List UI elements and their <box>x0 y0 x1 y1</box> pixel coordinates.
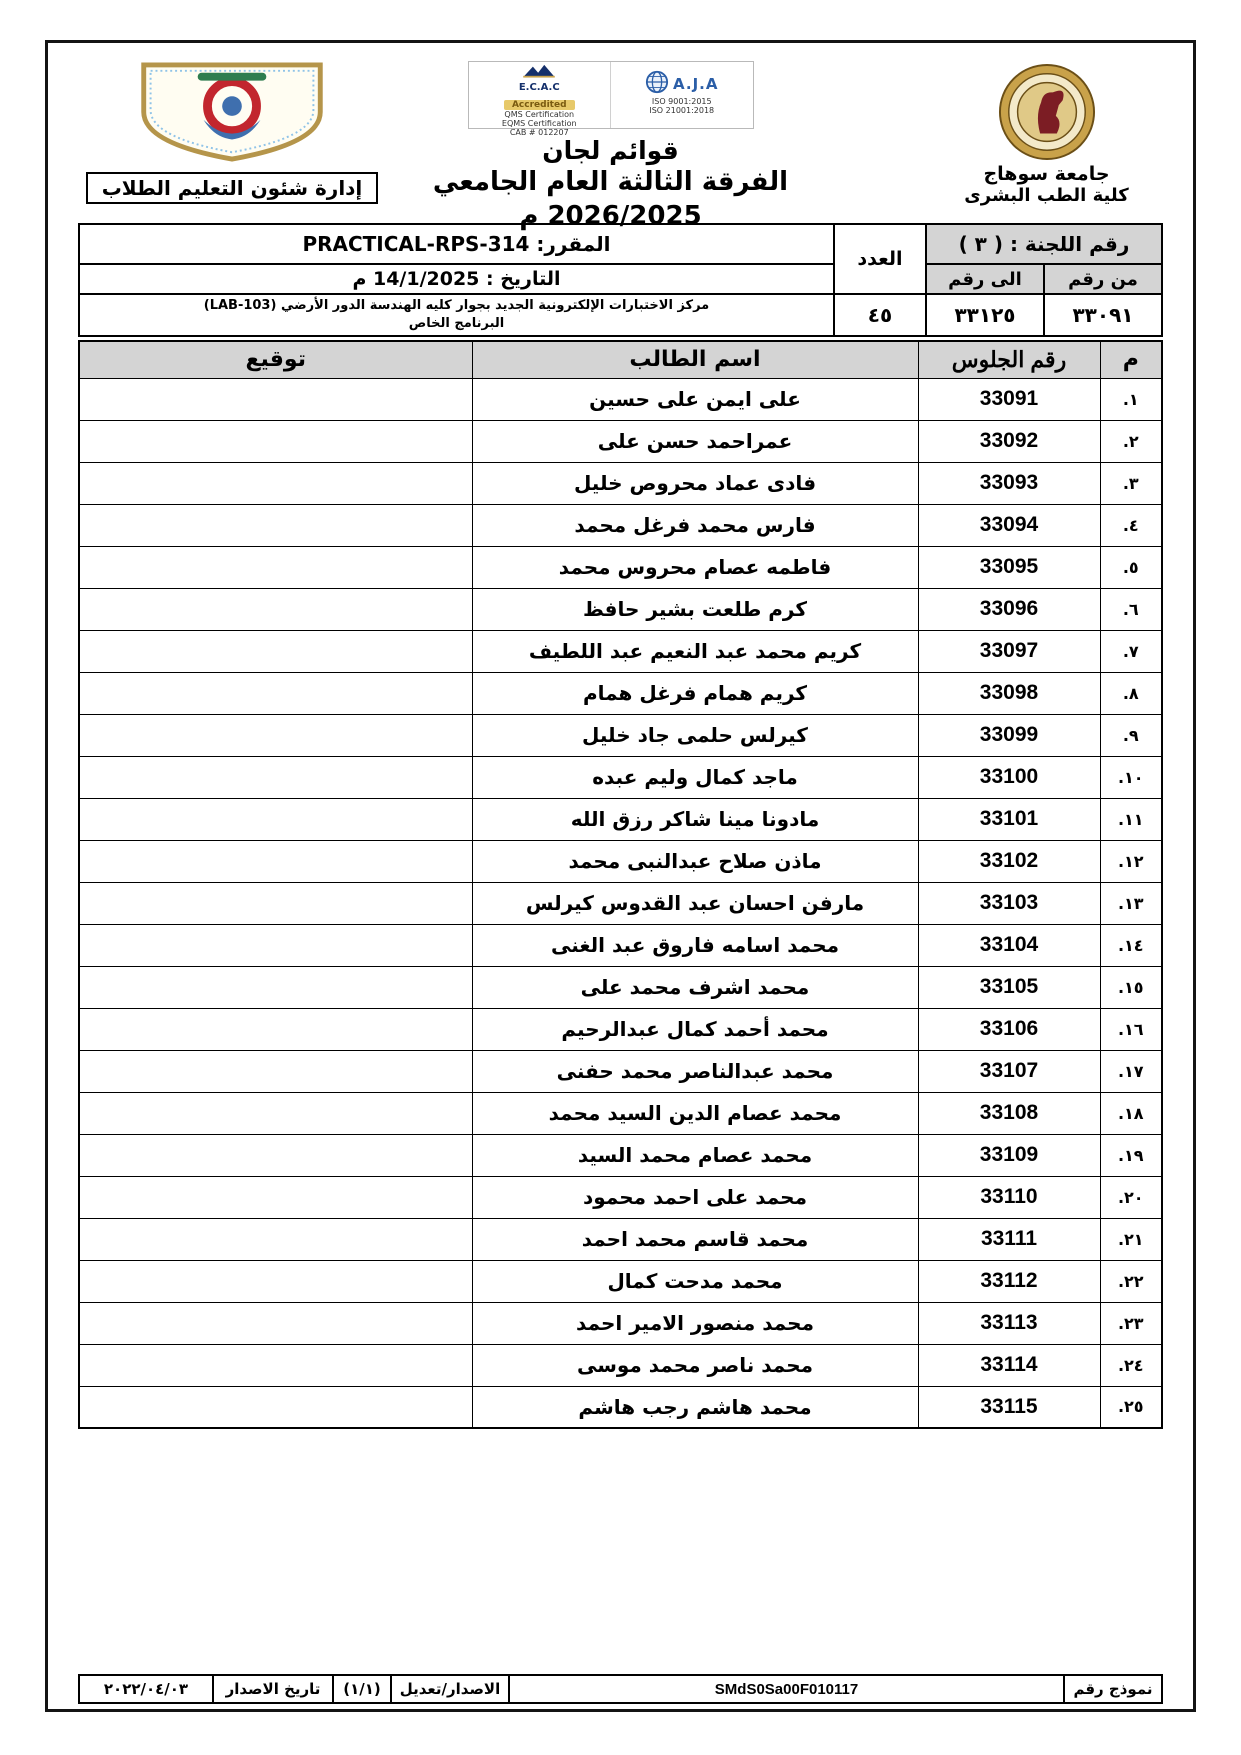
seat-number: 33092 <box>918 420 1100 462</box>
signature-cell <box>79 882 472 924</box>
table-header-row <box>79 341 1162 378</box>
form-number-value: SMdS0Sa00F010117 <box>509 1675 1064 1703</box>
university-seal-icon <box>998 63 1096 161</box>
student-row <box>79 1176 1162 1218</box>
seat-number: 33108 <box>918 1092 1100 1134</box>
signature-cell <box>79 462 472 504</box>
student-name: كيرلس حلمى جاد خليل <box>472 714 918 756</box>
student-name: محمد عصام الدين السيد محمد <box>472 1092 918 1134</box>
student-name: على ايمن على حسين <box>472 378 918 420</box>
row-index: ٢. <box>1100 420 1162 462</box>
signature-cell <box>79 924 472 966</box>
aja-name: A.J.A <box>673 74 719 93</box>
row-index: ١٧. <box>1100 1050 1162 1092</box>
header-signature: توقيع <box>79 341 472 378</box>
student-row <box>79 1386 1162 1428</box>
seat-number: 33097 <box>918 630 1100 672</box>
title-block <box>402 59 819 232</box>
globe-icon <box>645 70 669 98</box>
student-row <box>79 1260 1162 1302</box>
seat-number: 33115 <box>918 1386 1100 1428</box>
row-index: ١٨. <box>1100 1092 1162 1134</box>
row-index: ٩. <box>1100 714 1162 756</box>
admin-label: إدارة شئون التعليم الطلاب <box>86 172 379 204</box>
seat-number: 33100 <box>918 756 1100 798</box>
signature-cell <box>79 714 472 756</box>
exam-info-table <box>78 223 1163 337</box>
seat-number: 33101 <box>918 798 1100 840</box>
ecac-pyramid-icon <box>471 64 609 82</box>
from-number-value: ٣٣٠٩١ <box>1044 294 1162 336</box>
student-name: محمد هاشم رجب هاشم <box>472 1386 918 1428</box>
seat-number: 33094 <box>918 504 1100 546</box>
student-name: محمد منصور الامير احمد <box>472 1302 918 1344</box>
student-name: محمد ناصر محمد موسى <box>472 1344 918 1386</box>
student-name: مادونا مينا شاكر رزق الله <box>472 798 918 840</box>
info-row-3 <box>79 294 1162 336</box>
university-name: جامعة سوهاج <box>983 163 1110 185</box>
row-index: ١٦. <box>1100 1008 1162 1050</box>
seat-number: 33096 <box>918 588 1100 630</box>
seat-number: 33102 <box>918 840 1100 882</box>
student-name: محمد عصام محمد السيد <box>472 1134 918 1176</box>
row-index: ١١. <box>1100 798 1162 840</box>
signature-cell <box>79 378 472 420</box>
student-name: محمد قاسم محمد احمد <box>472 1218 918 1260</box>
student-name: فارس محمد فرغل محمد <box>472 504 918 546</box>
row-index: ١٤. <box>1100 924 1162 966</box>
student-name: ماذن صلاح عبدالنبى محمد <box>472 840 918 882</box>
aja-line1: ISO 9001:2015 <box>651 96 712 106</box>
exam-location <box>79 294 834 336</box>
student-row <box>79 504 1162 546</box>
row-index: ١٣. <box>1100 882 1162 924</box>
row-index: ٣. <box>1100 462 1162 504</box>
seat-number: 33109 <box>918 1134 1100 1176</box>
row-index: ٢٠. <box>1100 1176 1162 1218</box>
students-table <box>78 340 1163 1429</box>
signature-cell <box>79 1050 472 1092</box>
from-number-label: من رقم <box>1044 264 1162 294</box>
student-name: كريم همام فرغل همام <box>472 672 918 714</box>
signature-cell <box>79 420 472 462</box>
course-info: المقرر: PRACTICAL-RPS-314 <box>79 224 834 264</box>
faculty-block <box>62 59 402 221</box>
student-name: كرم طلعت بشير حافظ <box>472 588 918 630</box>
student-name: كريم محمد عبد النعيم عبد اللطيف <box>472 630 918 672</box>
header-seat-number: رقم الجلوس <box>918 341 1100 378</box>
signature-cell <box>79 798 472 840</box>
student-row <box>79 798 1162 840</box>
student-name: محمد على احمد محمود <box>472 1176 918 1218</box>
student-name: محمد اشرف محمد على <box>472 966 918 1008</box>
student-row <box>79 966 1162 1008</box>
student-name: عمراحمد حسن على <box>472 420 918 462</box>
to-number-label: الى رقم <box>926 264 1044 294</box>
signature-cell <box>79 504 472 546</box>
count-label: العدد <box>834 224 926 294</box>
seat-number: 33098 <box>918 672 1100 714</box>
signature-cell <box>79 1302 472 1344</box>
student-name: محمد اسامه فاروق عبد الغنى <box>472 924 918 966</box>
seat-number: 33111 <box>918 1218 1100 1260</box>
student-row <box>79 1302 1162 1344</box>
student-row <box>79 1008 1162 1050</box>
student-name: مارفن احسان عبد القدوس كيرلس <box>472 882 918 924</box>
student-name: محمد أحمد كمال عبدالرحيم <box>472 1008 918 1050</box>
students-body <box>79 378 1162 1428</box>
student-row <box>79 420 1162 462</box>
row-index: ١٠. <box>1100 756 1162 798</box>
row-index: ١٢. <box>1100 840 1162 882</box>
committee-number: رقم اللجنة : ( ٣ ) <box>926 224 1162 264</box>
signature-cell <box>79 966 472 1008</box>
signature-cell <box>79 546 472 588</box>
seat-number: 33093 <box>918 462 1100 504</box>
location-line2: البرنامج الخاص <box>408 316 505 331</box>
count-value: ٤٥ <box>834 294 926 336</box>
ecac-accredited-label: Accredited <box>504 100 575 110</box>
footer-table <box>78 1674 1163 1704</box>
seat-number: 33107 <box>918 1050 1100 1092</box>
ecac-line1: QMS Certification <box>504 110 575 119</box>
ecac-accreditation-logo <box>469 62 612 137</box>
seat-number: 33091 <box>918 378 1100 420</box>
student-row <box>79 672 1162 714</box>
row-index: ٤. <box>1100 504 1162 546</box>
revision-label: الاصدار/تعديل <box>391 1675 509 1703</box>
seat-number: 33110 <box>918 1176 1100 1218</box>
seat-number: 33095 <box>918 546 1100 588</box>
seat-number: 33106 <box>918 1008 1100 1050</box>
seat-number: 33113 <box>918 1302 1100 1344</box>
signature-cell <box>79 756 472 798</box>
student-row <box>79 378 1162 420</box>
ecac-name: E.C.A.C <box>518 81 560 93</box>
student-row <box>79 882 1162 924</box>
seat-number: 33104 <box>918 924 1100 966</box>
issue-date-label: تاريخ الاصدار <box>213 1675 333 1703</box>
student-row <box>79 714 1162 756</box>
student-row <box>79 756 1162 798</box>
aja-certification-logo <box>611 62 753 128</box>
student-row <box>79 1134 1162 1176</box>
student-name: محمد عبدالناصر محمد حفنى <box>472 1050 918 1092</box>
ecac-line3: CAB # 012207 <box>509 127 569 137</box>
signature-cell <box>79 588 472 630</box>
location-line1: مركز الاختبارات الإلكترونية الجديد بجوار كليه الهندسة الدور الأرضي (LAB-103) <box>203 298 710 314</box>
seat-number: 33103 <box>918 882 1100 924</box>
document-subtitle: الفرقة الثالثة العام الجامعي 2026/2025 م <box>432 167 789 232</box>
signature-cell <box>79 1260 472 1302</box>
student-row <box>79 1218 1162 1260</box>
document-frame <box>45 40 1196 1712</box>
certification-logos <box>468 61 754 137</box>
signature-cell <box>79 1008 472 1050</box>
to-number-value: ٣٣١٢٥ <box>926 294 1044 336</box>
info-row-2 <box>79 264 1162 294</box>
ecac-line2: EQMS Certification <box>501 118 577 128</box>
student-row <box>79 924 1162 966</box>
signature-cell <box>79 1218 472 1260</box>
row-index: ١. <box>1100 378 1162 420</box>
revision-value: (١/١) <box>333 1675 391 1703</box>
document-header <box>48 43 1193 232</box>
student-name: محمد مدحت كمال <box>472 1260 918 1302</box>
row-index: ٧. <box>1100 630 1162 672</box>
row-index: ٥. <box>1100 546 1162 588</box>
row-index: ٦. <box>1100 588 1162 630</box>
student-row <box>79 630 1162 672</box>
row-index: ١٥. <box>1100 966 1162 1008</box>
signature-cell <box>79 1092 472 1134</box>
aja-line2: ISO 21001:2018 <box>649 105 715 115</box>
row-index: ٨. <box>1100 672 1162 714</box>
seat-number: 33112 <box>918 1260 1100 1302</box>
row-index: ٢٤. <box>1100 1344 1162 1386</box>
row-index: ١٩. <box>1100 1134 1162 1176</box>
signature-cell <box>79 1176 472 1218</box>
student-row <box>79 462 1162 504</box>
row-index: ٢٢. <box>1100 1260 1162 1302</box>
row-index: ٢١. <box>1100 1218 1162 1260</box>
faculty-emblem-icon <box>138 61 326 163</box>
signature-cell <box>79 630 472 672</box>
issue-date-value: ٢٠٢٢/٠٤/٠٣ <box>79 1675 213 1703</box>
student-row <box>79 1050 1162 1092</box>
row-index: ٢٥. <box>1100 1386 1162 1428</box>
student-row <box>79 546 1162 588</box>
faculty-name: كلية الطب البشرى <box>964 185 1129 206</box>
row-index: ٢٣. <box>1100 1302 1162 1344</box>
student-row <box>79 1344 1162 1386</box>
student-row <box>79 1092 1162 1134</box>
exam-date: التاريخ : 14/1/2025 م <box>79 264 834 294</box>
student-name: فاطمه عصام محروس محمد <box>472 546 918 588</box>
seat-number: 33099 <box>918 714 1100 756</box>
signature-cell <box>79 1386 472 1428</box>
seat-number: 33114 <box>918 1344 1100 1386</box>
student-row <box>79 840 1162 882</box>
university-block <box>819 59 1179 221</box>
document-title: قوائم لجان <box>542 136 679 165</box>
signature-cell <box>79 1344 472 1386</box>
header-student-name: اسم الطالب <box>472 341 918 378</box>
student-name: فادى عماد محروص خليل <box>472 462 918 504</box>
signature-cell <box>79 840 472 882</box>
signature-cell <box>79 672 472 714</box>
header-index: م <box>1100 341 1162 378</box>
student-name: ماجد كمال وليم عبده <box>472 756 918 798</box>
form-number-label: نموذج رقم <box>1064 1675 1162 1703</box>
signature-cell <box>79 1134 472 1176</box>
seat-number: 33105 <box>918 966 1100 1008</box>
footer-row <box>79 1675 1162 1703</box>
student-row <box>79 588 1162 630</box>
